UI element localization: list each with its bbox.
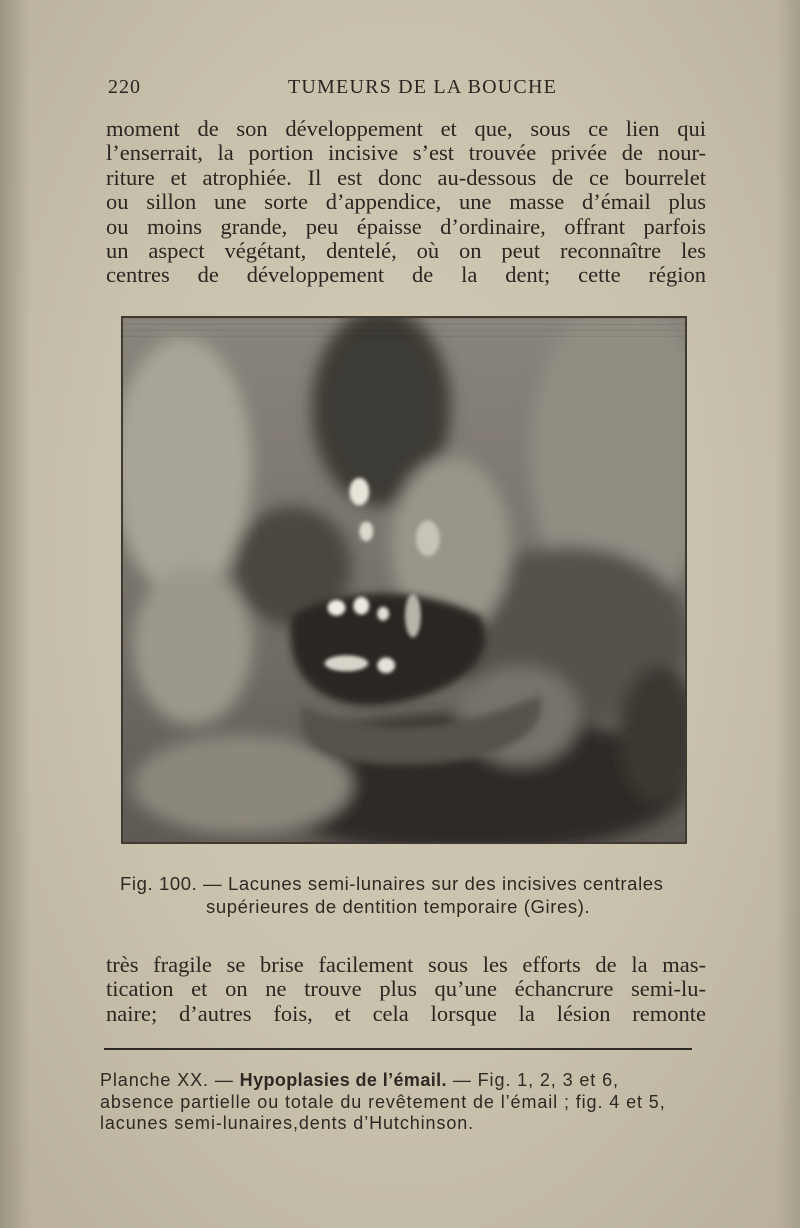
plate-note [100, 1070, 710, 1135]
mouth-photograph-icon [123, 318, 685, 842]
figure-caption [120, 872, 700, 918]
text-line: moment de son développement et que, sous ce lien qui [106, 116, 706, 141]
plate-note-line: lacunes semi-lunaires,dents d’Hutchinson. [100, 1113, 475, 1133]
page-number: 220 [108, 76, 141, 98]
text-line: tication et on ne trouve plus qu’une échancrure semi-lu- [106, 976, 706, 1002]
text-line: l’enserrait, la portion incisive s’est trouvée privée de nour- [106, 140, 706, 166]
text-line: ou sillon une sorte d’appendice, une masse d’émail plus [106, 189, 706, 215]
caption-line: Fig. 100. — Lacunes semi-lunaires sur des incisives centrales [120, 873, 664, 894]
horizontal-rule [104, 1048, 692, 1050]
figure-photograph [121, 316, 687, 844]
page-edge-right [776, 0, 800, 1228]
page-edge-left [0, 0, 30, 1228]
text-line: naire; d’autres fois, et cela lorsque la lésion remonte [106, 1000, 706, 1026]
paragraph-top [106, 117, 706, 288]
text-line: très fragile se brise facilement sous les efforts de la mas- [106, 952, 706, 977]
plate-prefix: Planche XX. — [100, 1070, 240, 1090]
caption-line: supérieures de dentition temporaire (Gires). [206, 896, 591, 917]
plate-title: Hypoplasies de l’émail. [239, 1070, 447, 1090]
text-line: un aspect végétant, dentelé, où on peut reconnaître les [106, 238, 706, 264]
text-line: riture et atrophiée. Il est donc au-dessous de ce bourrelet [106, 164, 706, 190]
running-head: TUMEURS DE LA BOUCHE [288, 76, 558, 98]
plate-note-line [100, 1070, 710, 1092]
plate-note-line: absence partielle ou totale du revêtement de l’émail ; fig. 4 et 5, [100, 1091, 666, 1112]
text-line: centres de développement de la dent; cette région [106, 262, 706, 288]
page-header [108, 76, 708, 104]
paragraph-bottom [106, 953, 706, 1026]
text-line: ou moins grande, peu épaisse d’ordinaire, offrant parfois [106, 213, 706, 239]
plate-figures: — Fig. 1, 2, 3 et 6, [446, 1070, 619, 1090]
